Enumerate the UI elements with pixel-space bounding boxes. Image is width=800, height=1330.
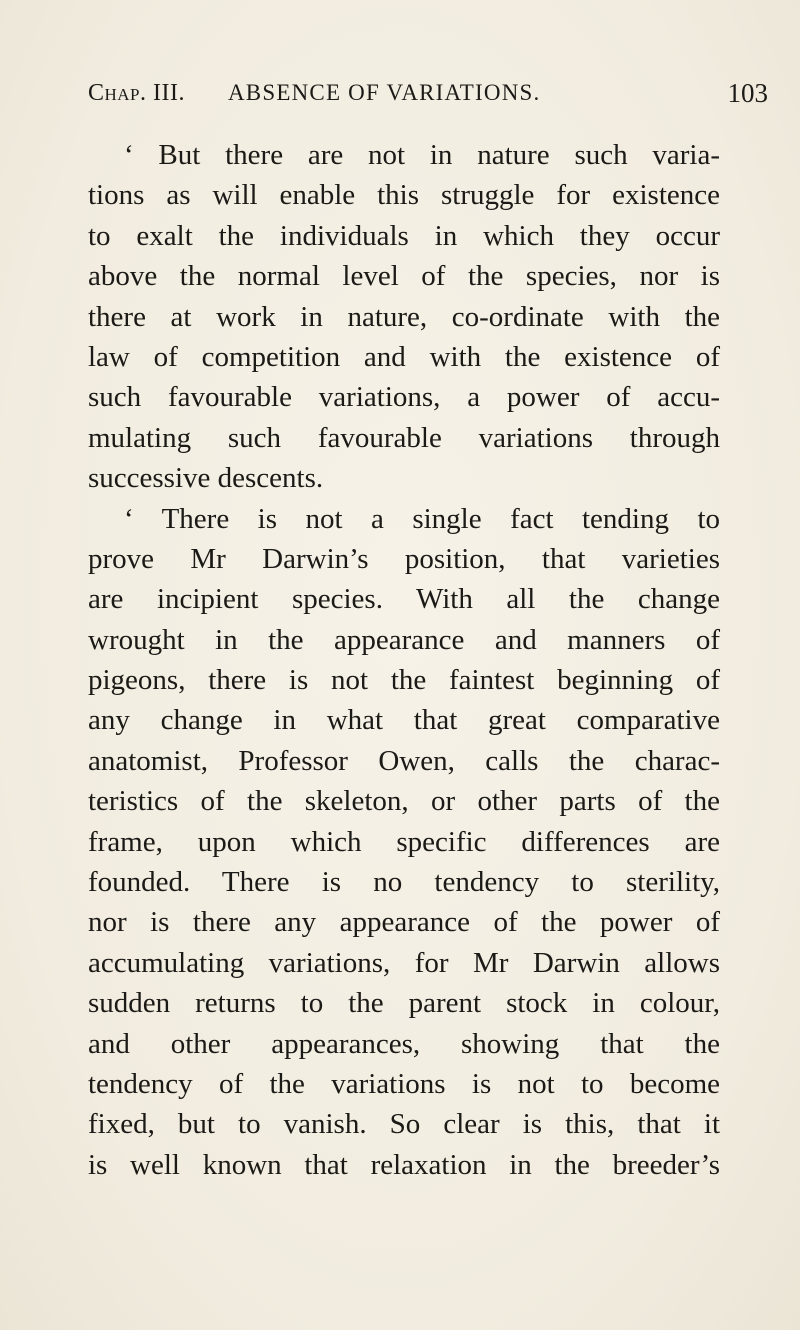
text-line: nor is there any appearance of the power of bbox=[88, 906, 720, 939]
body-text bbox=[88, 135, 720, 1185]
text-line: ‘ But there are not in nature such varia- bbox=[124, 139, 720, 171]
running-title: ABSENCE OF VARIATIONS. bbox=[228, 80, 541, 105]
paragraph bbox=[88, 135, 720, 499]
text-line: wrought in the appearance and manners of bbox=[88, 623, 720, 656]
text-line: mulating such favourable variations through bbox=[88, 421, 720, 454]
paragraph bbox=[88, 499, 720, 1186]
text-line: law of competition and with the existence of bbox=[88, 340, 720, 373]
text-line: there at work in nature, co-ordinate with the bbox=[88, 300, 720, 333]
text-line: any change in what that great comparative bbox=[88, 704, 720, 737]
text-line: is well known that relaxation in the breeder’s bbox=[88, 1148, 720, 1181]
text-line: to exalt the individuals in which they occur bbox=[88, 219, 720, 252]
text-line: successive descents. bbox=[88, 462, 324, 495]
text-line: are incipient species. With all the change bbox=[88, 583, 720, 616]
text-line: tions as will enable this struggle for existence bbox=[88, 179, 720, 212]
text-line: ‘ There is not a single fact tending to bbox=[124, 502, 720, 535]
running-header bbox=[88, 78, 768, 120]
text-line: sudden returns to the parent stock in colour, bbox=[88, 987, 720, 1020]
text-line: above the normal level of the species, nor is bbox=[88, 260, 720, 293]
text-line: anatomist, Professor Owen, calls the charac- bbox=[88, 744, 720, 777]
text-line: pigeons, there is not the faintest beginning of bbox=[88, 664, 720, 697]
text-line: fixed, but to vanish. So clear is this, that it bbox=[88, 1108, 720, 1141]
text-line: and other appearances, showing that the bbox=[88, 1027, 720, 1060]
text-line: prove Mr Darwin’s position, that varieties bbox=[88, 542, 720, 575]
page-number: 103 bbox=[727, 78, 768, 108]
text-line: such favourable variations, a power of accu- bbox=[88, 381, 720, 414]
chapter-label: Chap. III. bbox=[88, 80, 185, 106]
text-line: frame, upon which specific differences are bbox=[88, 825, 720, 858]
text-line: founded. There is no tendency to sterility, bbox=[88, 866, 720, 899]
text-line: teristics of the skeleton, or other parts of the bbox=[88, 785, 720, 818]
text-line: accumulating variations, for Mr Darwin allows bbox=[88, 946, 720, 979]
text-line: tendency of the variations is not to become bbox=[88, 1067, 720, 1100]
